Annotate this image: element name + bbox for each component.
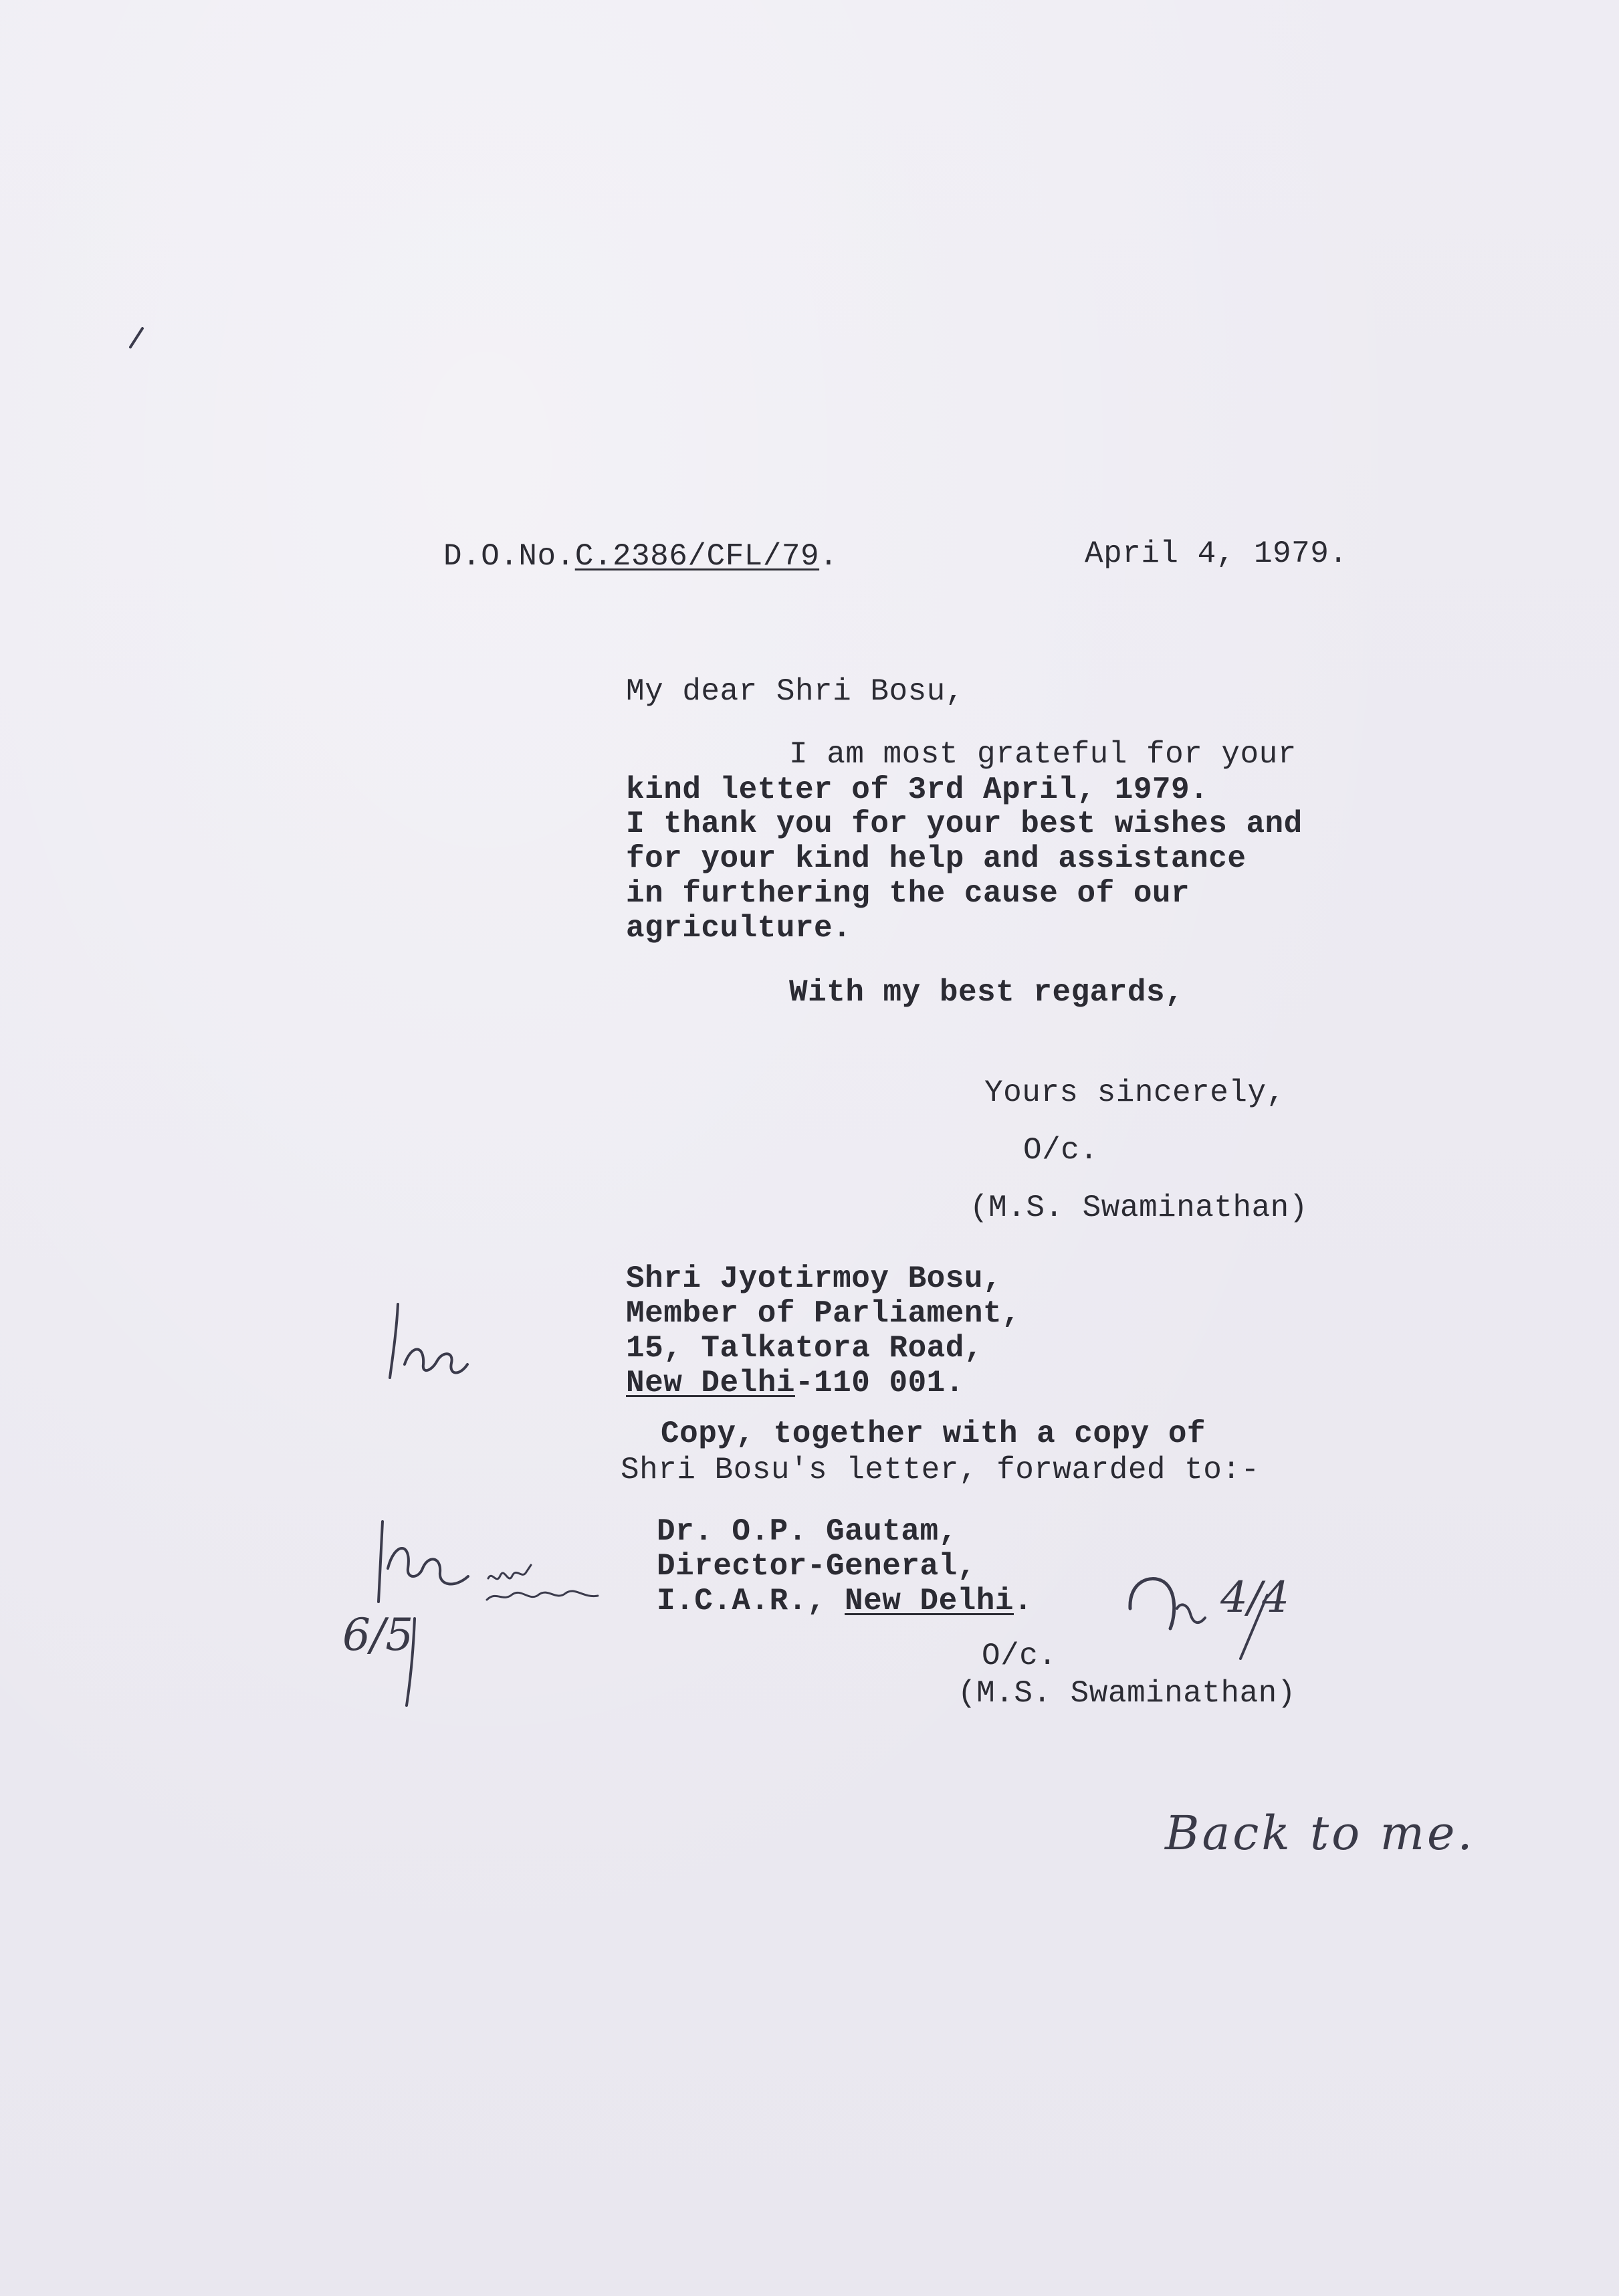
signatory: (M.S. Swaminathan) — [970, 1190, 1308, 1225]
margin-initials-top — [385, 1297, 471, 1384]
reference-number: C.2386/CFL/79 — [574, 539, 820, 574]
stray-pencil-mark — [124, 324, 150, 351]
closing: Yours sincerely, — [984, 1075, 1285, 1110]
reference-prefix: D.O.No. — [443, 539, 575, 574]
reference-line — [443, 539, 838, 574]
recipient-city: New Delhi — [626, 1366, 795, 1400]
copy-recipient-city: New Delhi — [845, 1584, 1014, 1619]
recipient-street: 15, Talkatora Road, — [626, 1331, 983, 1366]
recipient-title: Member of Parliament, — [626, 1296, 1021, 1331]
handwritten-initials — [1123, 1562, 1217, 1642]
recipient-name: Shri Jyotirmoy Bosu, — [626, 1261, 1002, 1296]
margin-date: 6/5 — [342, 1609, 414, 1661]
margin-initials-bottom — [374, 1515, 475, 1608]
margin-note-scribble — [483, 1558, 603, 1612]
letter-date: April 4, 1979. — [1085, 536, 1348, 571]
copy-note-line: Shri Bosu's letter, forwarded to:- — [621, 1453, 1260, 1487]
handwritten-slash — [1230, 1592, 1277, 1665]
body-line: I thank you for your best wishes and — [626, 807, 1303, 841]
copy-note-line: Copy, together with a copy of — [661, 1417, 1206, 1451]
salutation: My dear Shri Bosu, — [626, 674, 964, 709]
copy-recipient-name: Dr. O.P. Gautam, — [657, 1514, 958, 1549]
body-line: I am most grateful for your — [789, 737, 1297, 772]
oc-mark: O/c. — [1023, 1133, 1099, 1168]
copy-signatory: (M.S. Swaminathan) — [958, 1676, 1296, 1711]
body-line: kind letter of 3rd April, 1979. — [626, 772, 1209, 807]
copy-recipient-city-suffix: . — [1014, 1584, 1033, 1619]
handwritten-initial-date: 4/4 — [1220, 1573, 1289, 1623]
margin-date-stroke — [395, 1612, 428, 1712]
recipient-city-line — [626, 1366, 964, 1400]
copy-recipient-org: I.C.A.R., — [657, 1584, 845, 1619]
regards: With my best regards, — [789, 975, 1184, 1010]
copy-recipient-title: Director-General, — [657, 1549, 976, 1584]
body-line: agriculture. — [626, 911, 852, 946]
handwritten-back-note: Back to me. — [1165, 1806, 1475, 1861]
copy-recipient-org-line — [657, 1584, 1033, 1619]
recipient-postcode: -110 001. — [794, 1366, 964, 1400]
reference-suffix: . — [819, 539, 839, 574]
body-line: for your kind help and assistance — [626, 841, 1247, 876]
body-line: in furthering the cause of our — [626, 876, 1190, 911]
copy-oc-mark: O/c. — [982, 1639, 1057, 1673]
